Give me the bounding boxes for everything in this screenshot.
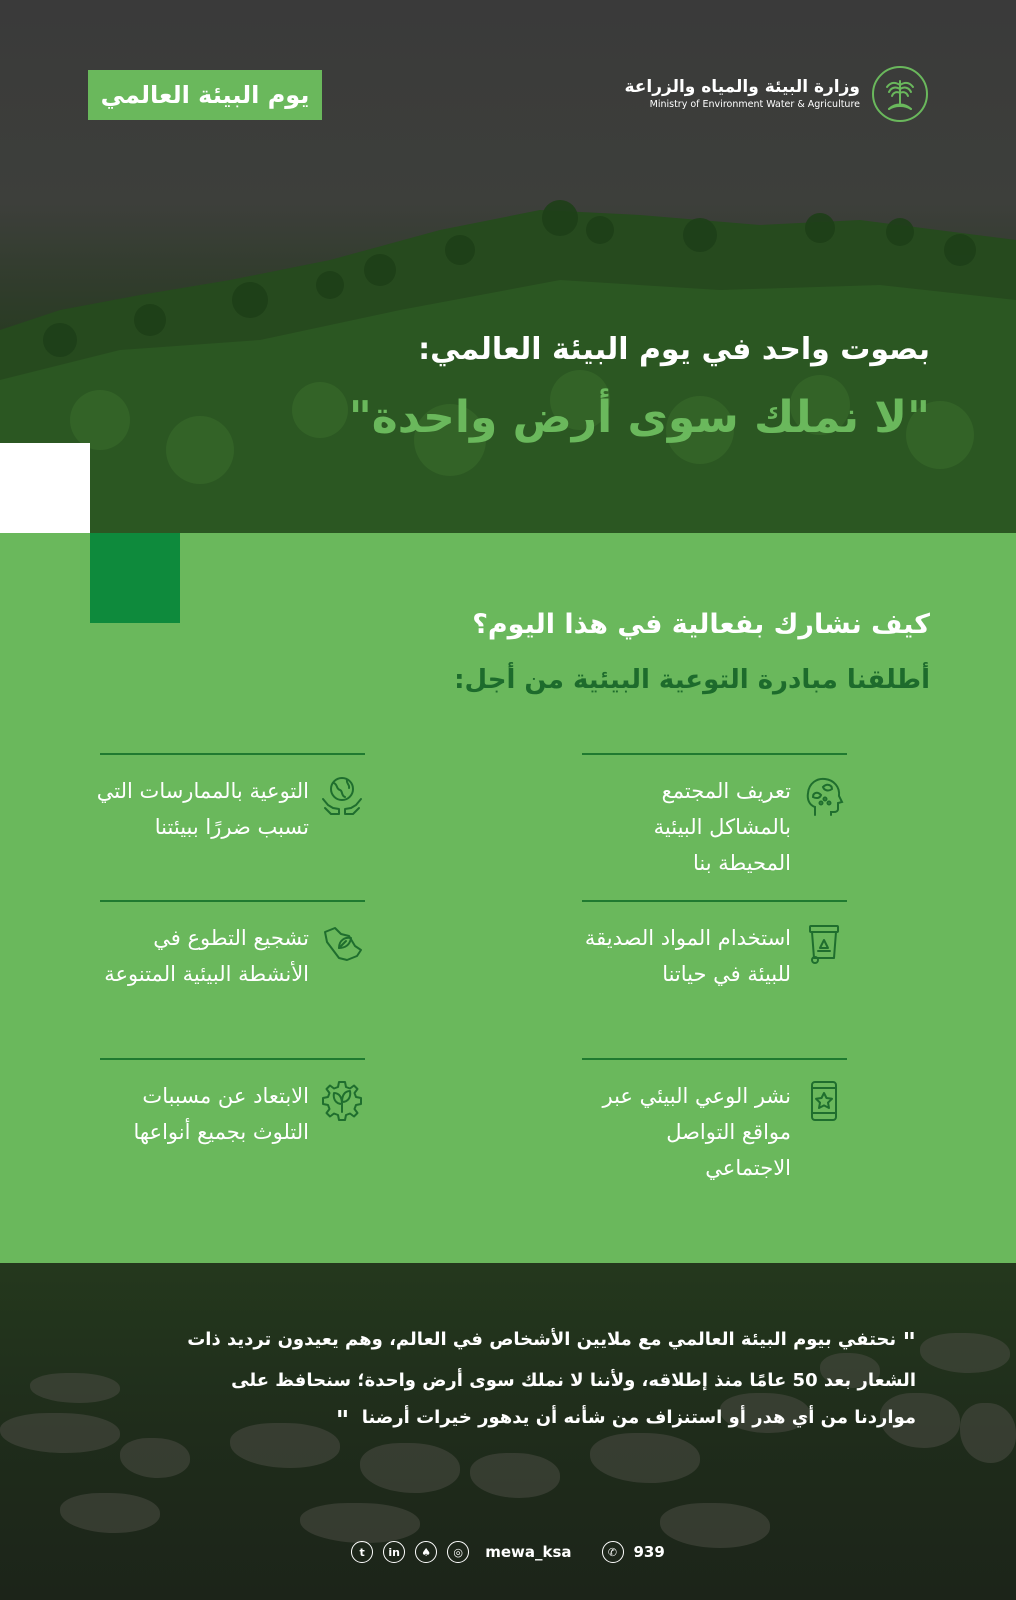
initiative-item: [100, 1058, 365, 1160]
instagram-icon[interactable]: ◎: [447, 1541, 469, 1563]
ministry-name-en: Ministry of Environment Water & Agriculture: [649, 99, 860, 110]
initiative-item: [582, 900, 847, 1002]
initiative-text: استخدام المواد الصديقة للبيئة في حياتنا: [584, 926, 791, 986]
decorative-white-square: [0, 443, 90, 533]
ministry-logo: [624, 66, 928, 122]
closing-quote: [100, 1321, 916, 1440]
initiative-text: تعريف المجتمع بالمشاكل البيئية المحيطة بنا: [653, 779, 791, 875]
initiative-item: [100, 900, 365, 1002]
initiative-text: تشجيع التطوع في الأنشطة البيئية المتنوعة: [104, 926, 309, 986]
twitter-icon[interactable]: t: [351, 1541, 373, 1563]
initiative-text: التوعية بالممارسات التي تسبب ضررًا ببيئتنا: [96, 779, 309, 839]
initiative-item: [96, 753, 365, 855]
quote-mark: ": [902, 1328, 916, 1358]
phone-icon: ✆: [602, 1541, 624, 1563]
gear-leaves-icon: [319, 1078, 365, 1124]
initiative-text: الابتعاد عن مسببات التلوث بجميع أنواعها: [133, 1084, 309, 1144]
saudi-map-leaf-icon: [319, 920, 365, 966]
ministry-name: [624, 76, 860, 112]
hero-banner: [0, 0, 1016, 535]
world-environment-day-badge: [88, 70, 322, 120]
initiative-item: [582, 1058, 847, 1180]
ministry-name-ar: وزارة البيئة والمياه والزراعة: [624, 77, 860, 97]
badge-label: يوم البيئة العالمي: [100, 81, 310, 109]
hero-slogan: "لا نملك سوى أرض واحدة": [348, 392, 930, 443]
section-question: كيف نشارك بفعالية في هذا اليوم؟: [472, 609, 930, 640]
decorative-dark-green-square: [90, 533, 180, 623]
snapchat-icon[interactable]: ♠: [415, 1541, 437, 1563]
quote-mark: ": [335, 1406, 350, 1436]
phone-number[interactable]: 939: [633, 1543, 665, 1561]
hero-heading: بصوت واحد في يوم البيئة العالمي:: [418, 332, 930, 367]
quote-line-3: مواردنا من أي هدر أو استنزاف من شأنه أن يدهور خيرات أرضنا ": [335, 1406, 916, 1436]
palm-swords-emblem-icon: [872, 66, 928, 122]
footer-banner: [0, 1263, 1016, 1600]
recycle-bin-icon: [801, 920, 847, 966]
initiative-item: [582, 753, 847, 875]
section-subtitle: أطلقنا مبادرة التوعية البيئية من أجل:: [454, 665, 930, 695]
globe-hands-icon: [319, 773, 365, 819]
initiative-text: نشر الوعي البيئي عبر مواقع التواصل الاجتماعي: [602, 1084, 791, 1180]
phone-star-icon: [801, 1078, 847, 1124]
initiatives-section: [0, 533, 1016, 1263]
linkedin-icon[interactable]: in: [383, 1541, 405, 1563]
quote-line-2: الشعار بعد 50 عامًا منذ إطلاقه، ولأننا لا نملك سوى أرض واحدة؛ سنحافظ على: [231, 1370, 916, 1391]
contact-footer: [0, 1541, 1016, 1563]
head-leaves-icon: [801, 773, 847, 819]
quote-line-1: " نحتفي بيوم البيئة العالمي مع ملايين الأشخاص في العالم، وهم يعيدون ترديد ذات: [187, 1328, 916, 1358]
social-handle[interactable]: mewa_ksa: [485, 1543, 572, 1561]
